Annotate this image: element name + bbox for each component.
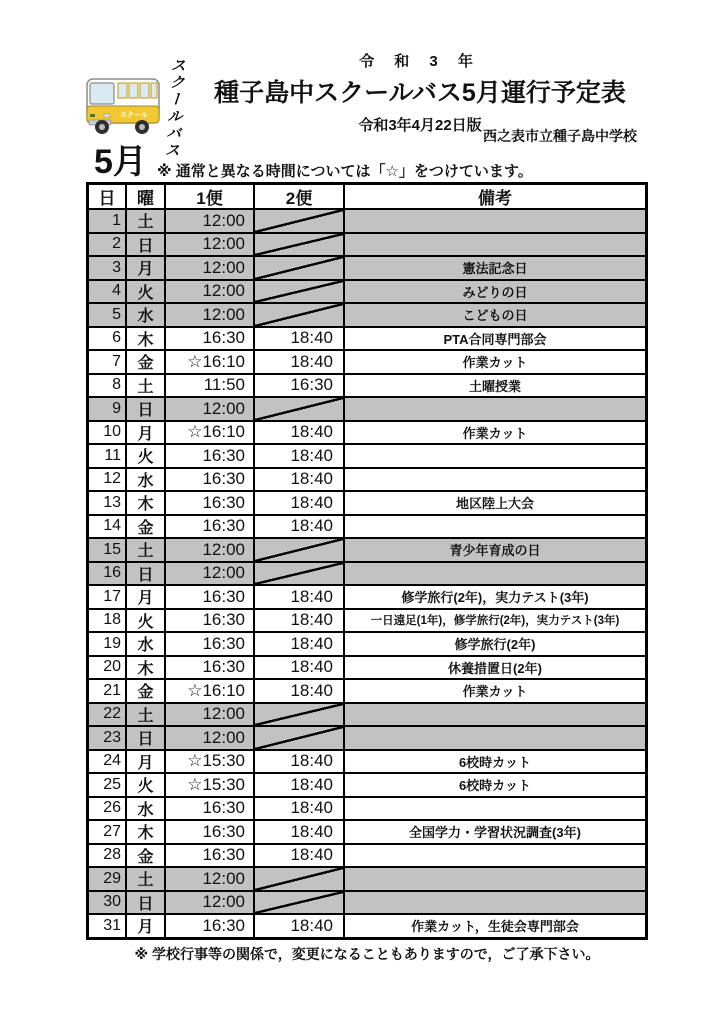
remark-cell [345,845,645,867]
bus2-time-cell [255,704,343,726]
date-cell: 14 [89,516,125,538]
date-cell: 18 [89,610,125,632]
remark-cell [345,727,645,749]
bus2-time-cell: 18:40 [255,492,343,514]
date-cell: 25 [89,774,125,796]
date-cell: 24 [89,751,125,773]
bus2-time-cell [255,892,343,914]
day-cell: 月 [127,915,164,937]
date-cell: 5 [89,304,125,326]
date-cell: 19 [89,633,125,655]
remark-cell: 作業カット [345,351,645,373]
remark-cell [345,892,645,914]
date-cell: 2 [89,234,125,256]
remark-cell: 休養措置日(2年) [345,657,645,679]
date-cell: 15 [89,539,125,561]
school-bus-icon [84,70,162,136]
remark-cell: 作業カット，生徒会専門部会 [345,915,645,937]
bus1-time-cell: 16:30 [166,821,253,843]
day-cell: 火 [127,281,164,303]
date-cell: 17 [89,586,125,608]
bus1-time-cell: 16:30 [166,328,253,350]
day-cell: 土 [127,210,164,232]
date-cell: 21 [89,680,125,702]
bus2-time-cell [255,304,343,326]
bus2-time-cell: 16:30 [255,375,343,397]
col-header-bus2: 2便 [255,185,343,208]
day-cell: 日 [127,234,164,256]
remark-cell [345,798,645,820]
day-cell: 土 [127,704,164,726]
bus1-time-cell: 16:30 [166,915,253,937]
schedule-table [86,182,648,940]
remark-cell: 修学旅行(2年) [345,633,645,655]
remark-cell: 憲法記念日 [345,257,645,279]
day-cell: 木 [127,328,164,350]
day-cell: 日 [127,398,164,420]
remark-cell [345,469,645,491]
bus1-time-cell: ☆15:30 [166,751,253,773]
remark-cell [345,868,645,890]
bus1-time-cell: ☆15:30 [166,774,253,796]
date-cell: 1 [89,210,125,232]
date-cell: 16 [89,563,125,585]
date-cell: 30 [89,892,125,914]
bus2-time-cell: 18:40 [255,328,343,350]
bus1-time-cell: 12:00 [166,234,253,256]
date-cell: 26 [89,798,125,820]
bus1-time-cell: 12:00 [166,281,253,303]
bus1-time-cell: 12:00 [166,210,253,232]
day-cell: 火 [127,774,164,796]
remark-cell: 修学旅行(2年)，実力テスト(3年) [345,586,645,608]
bus1-time-cell: 16:30 [166,516,253,538]
col-header-remarks: 備考 [345,185,645,208]
day-cell: 日 [127,892,164,914]
day-cell: 水 [127,633,164,655]
bus2-time-cell: 18:40 [255,751,343,773]
bus2-time-cell [255,234,343,256]
bus-vertical-label: スクールバス [162,56,187,160]
date-cell: 7 [89,351,125,373]
remark-cell: 作業カット [345,422,645,444]
day-cell: 月 [127,257,164,279]
star-note: ※ 通常と異なる時間については「☆」をつけています。 [157,163,533,180]
remark-cell: 6校時カット [345,751,645,773]
date-cell: 22 [89,704,125,726]
remark-cell: 青少年育成の日 [345,539,645,561]
day-cell: 月 [127,586,164,608]
remark-cell: みどりの日 [345,281,645,303]
svg-text:スクール: スクール [120,111,148,119]
bus2-time-cell: 18:40 [255,774,343,796]
bus2-time-cell [255,398,343,420]
bus1-time-cell: 16:30 [166,469,253,491]
bus1-time-cell: ☆16:10 [166,351,253,373]
day-cell: 木 [127,821,164,843]
bus2-time-cell: 18:40 [255,516,343,538]
remark-cell [345,210,645,232]
remark-cell: 一日遠足(1年)，修学旅行(2年)，実力テスト(3年) [345,610,645,632]
date-cell: 6 [89,328,125,350]
remark-cell: 地区陸上大会 [345,492,645,514]
day-cell: 火 [127,445,164,467]
day-cell: 月 [127,422,164,444]
bus1-time-cell: 16:30 [166,798,253,820]
remark-cell [345,704,645,726]
date-cell: 28 [89,845,125,867]
date-cell: 4 [89,281,125,303]
remark-cell: PTA合同専門部会 [345,328,645,350]
bus2-time-cell: 18:40 [255,657,343,679]
bus2-time-cell [255,281,343,303]
date-cell: 12 [89,469,125,491]
day-cell: 土 [127,539,164,561]
bus1-time-cell: 12:00 [166,304,253,326]
footer-note: ※ 学校行事等の関係で，変更になることもありますので，ご了承下さい。 [134,946,600,962]
month-heading: 5月 [94,143,147,181]
bus2-time-cell [255,727,343,749]
bus2-time-cell: 18:40 [255,915,343,937]
remark-cell [345,563,645,585]
col-header-bus1: 1便 [166,185,253,208]
date-cell: 3 [89,257,125,279]
version-date: 令和3年4月22日版 [358,117,482,134]
date-cell: 27 [89,821,125,843]
bus2-time-cell [255,868,343,890]
bus1-time-cell: 12:00 [166,704,253,726]
bus1-time-cell: 16:30 [166,445,253,467]
day-cell: 水 [127,798,164,820]
date-cell: 10 [89,422,125,444]
bus1-time-cell: 11:50 [166,375,253,397]
bus1-time-cell: 12:00 [166,257,253,279]
bus1-time-cell: 16:30 [166,845,253,867]
date-cell: 29 [89,868,125,890]
bus1-time-cell: ☆16:10 [166,422,253,444]
day-cell: 金 [127,680,164,702]
bus2-time-cell [255,210,343,232]
col-header-day: 曜 [127,185,164,208]
bus2-time-cell: 18:40 [255,351,343,373]
day-cell: 木 [127,657,164,679]
bus1-time-cell: 16:30 [166,610,253,632]
bus1-time-cell: 12:00 [166,868,253,890]
date-cell: 13 [89,492,125,514]
bus1-time-cell: 12:00 [166,398,253,420]
bus2-time-cell: 18:40 [255,586,343,608]
bus1-time-cell: 16:30 [166,492,253,514]
date-cell: 31 [89,915,125,937]
bus1-time-cell: ☆16:10 [166,680,253,702]
bus2-time-cell: 18:40 [255,633,343,655]
bus2-time-cell: 18:40 [255,798,343,820]
remark-cell: 6校時カット [345,774,645,796]
bus2-time-cell: 18:40 [255,680,343,702]
bus2-time-cell [255,563,343,585]
day-cell: 土 [127,375,164,397]
bus1-time-cell: 12:00 [166,727,253,749]
bus1-time-cell: 16:30 [166,657,253,679]
remark-cell: 作業カット [345,680,645,702]
day-cell: 日 [127,727,164,749]
school-name: 西之表市立種子島中学校 [483,128,637,144]
bus2-time-cell: 18:40 [255,445,343,467]
date-cell: 23 [89,727,125,749]
col-header-date: 日 [89,185,125,208]
document-title: 種子島中スクールバス5月運行予定表 [214,79,626,107]
day-cell: 火 [127,610,164,632]
remark-cell: 全国学力・学習状況調査(3年) [345,821,645,843]
bus2-time-cell [255,257,343,279]
bus2-time-cell: 18:40 [255,469,343,491]
date-cell: 20 [89,657,125,679]
remark-cell: 土曜授業 [345,375,645,397]
bus2-time-cell: 18:40 [255,422,343,444]
bus1-time-cell: 12:00 [166,892,253,914]
remark-cell [345,445,645,467]
day-cell: 水 [127,469,164,491]
day-cell: 土 [127,868,164,890]
bus2-time-cell: 18:40 [255,845,343,867]
bus2-time-cell [255,539,343,561]
bus1-time-cell: 12:00 [166,563,253,585]
day-cell: 水 [127,304,164,326]
remark-cell [345,234,645,256]
day-cell: 金 [127,516,164,538]
bus1-time-cell: 16:30 [166,586,253,608]
day-cell: 金 [127,351,164,373]
bus2-time-cell: 18:40 [255,610,343,632]
era-line: 令 和 3 年 [359,53,481,70]
bus1-time-cell: 12:00 [166,539,253,561]
day-cell: 月 [127,751,164,773]
remark-cell [345,398,645,420]
bus1-time-cell: 16:30 [166,633,253,655]
date-cell: 8 [89,375,125,397]
remark-cell: こどもの日 [345,304,645,326]
day-cell: 日 [127,563,164,585]
day-cell: 木 [127,492,164,514]
date-cell: 9 [89,398,125,420]
bus2-time-cell: 18:40 [255,821,343,843]
date-cell: 11 [89,445,125,467]
remark-cell [345,516,645,538]
day-cell: 金 [127,845,164,867]
